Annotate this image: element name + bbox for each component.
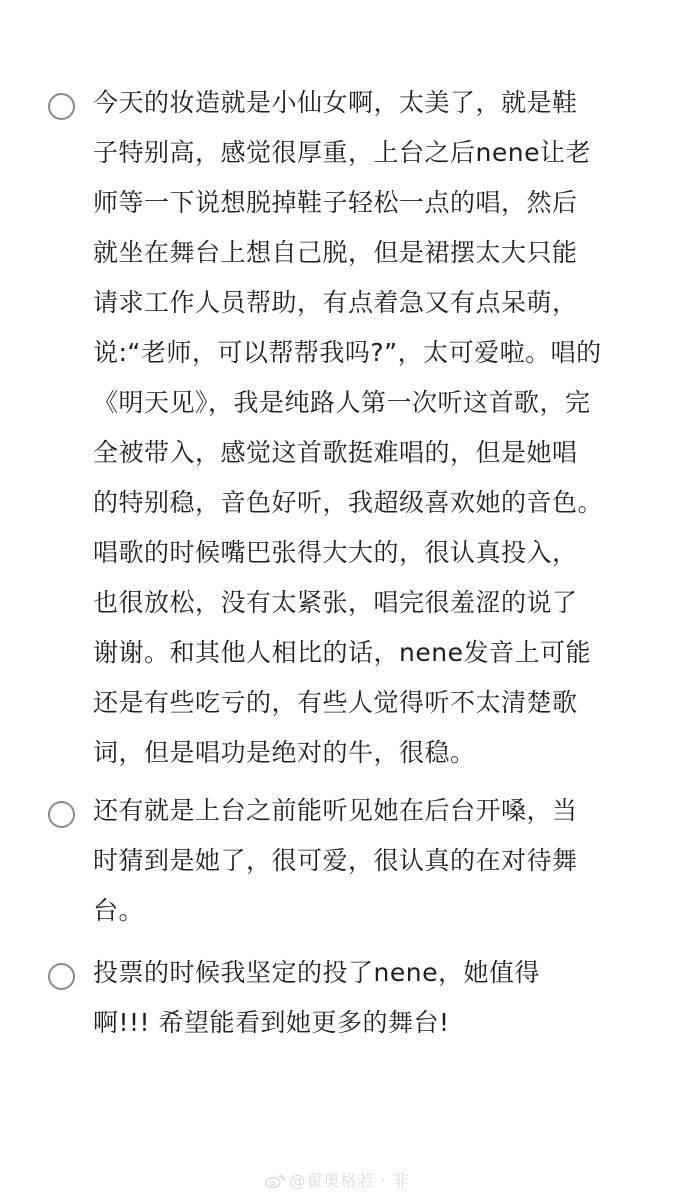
text-line: 全被带入，感觉这首歌挺难唱的，但是她唱 <box>93 438 578 467</box>
text-line: 投票的时候我坚定的投了nene，她值得 <box>93 958 540 987</box>
text-line: 唱歌的时候嘴巴张得大大的，很认真投入， <box>93 538 578 567</box>
text-line: 今天的妆造就是小仙女啊，太美了，就是鞋 <box>93 88 578 117</box>
checkbox-circle[interactable] <box>48 801 75 828</box>
text-line: 就坐在舞台上想自己脱，但是裙摆太大只能 <box>93 238 578 267</box>
text-line: 子特别高，感觉很厚重，上台之后nene让老 <box>93 138 591 167</box>
checkbox-circle[interactable] <box>48 963 75 990</box>
watermark-text: @翟奥格若 · 非 <box>289 1171 410 1190</box>
checklist-item-text <box>93 786 620 936</box>
text-line: 词，但是唱功是绝对的牛，很稳。 <box>93 738 476 767</box>
text-line: 还是有些吃亏的，有些人觉得听不太清楚歌 <box>93 688 578 717</box>
text-line: 请求工作人员帮助，有点着急又有点呆萌， <box>93 288 578 317</box>
text-line: 台。 <box>93 896 145 925</box>
text-line: 也很放松，没有太紧张，唱完很羞涩的说了 <box>93 588 578 617</box>
weibo-icon <box>265 1174 285 1188</box>
text-line: 啊!!! 希望能看到她更多的舞台! <box>93 1008 450 1037</box>
watermark <box>0 1168 675 1191</box>
text-line: 师等一下说想脱掉鞋子轻松一点的唱，然后 <box>93 188 578 217</box>
text-line: 的特别稳，音色好听，我超级喜欢她的音色。 <box>93 488 604 517</box>
checklist-item-text <box>93 78 620 778</box>
text-line: 《明天见》，我是纯路人第一次听这首歌，完 <box>93 388 591 417</box>
text-line: 时猜到是她了，很可爱，很认真的在对待舞 <box>93 846 578 875</box>
checkbox-circle[interactable] <box>48 93 75 120</box>
text-line: 还有就是上台之前能听见她在后台开嗓，当 <box>93 796 578 825</box>
text-line: 说:“老师，可以帮帮我吗?”，太可爱啦。唱的 <box>93 338 602 367</box>
text-line: 谢谢。和其他人相比的话，nene发音上可能 <box>93 638 591 667</box>
checklist-item-text <box>93 948 620 1048</box>
